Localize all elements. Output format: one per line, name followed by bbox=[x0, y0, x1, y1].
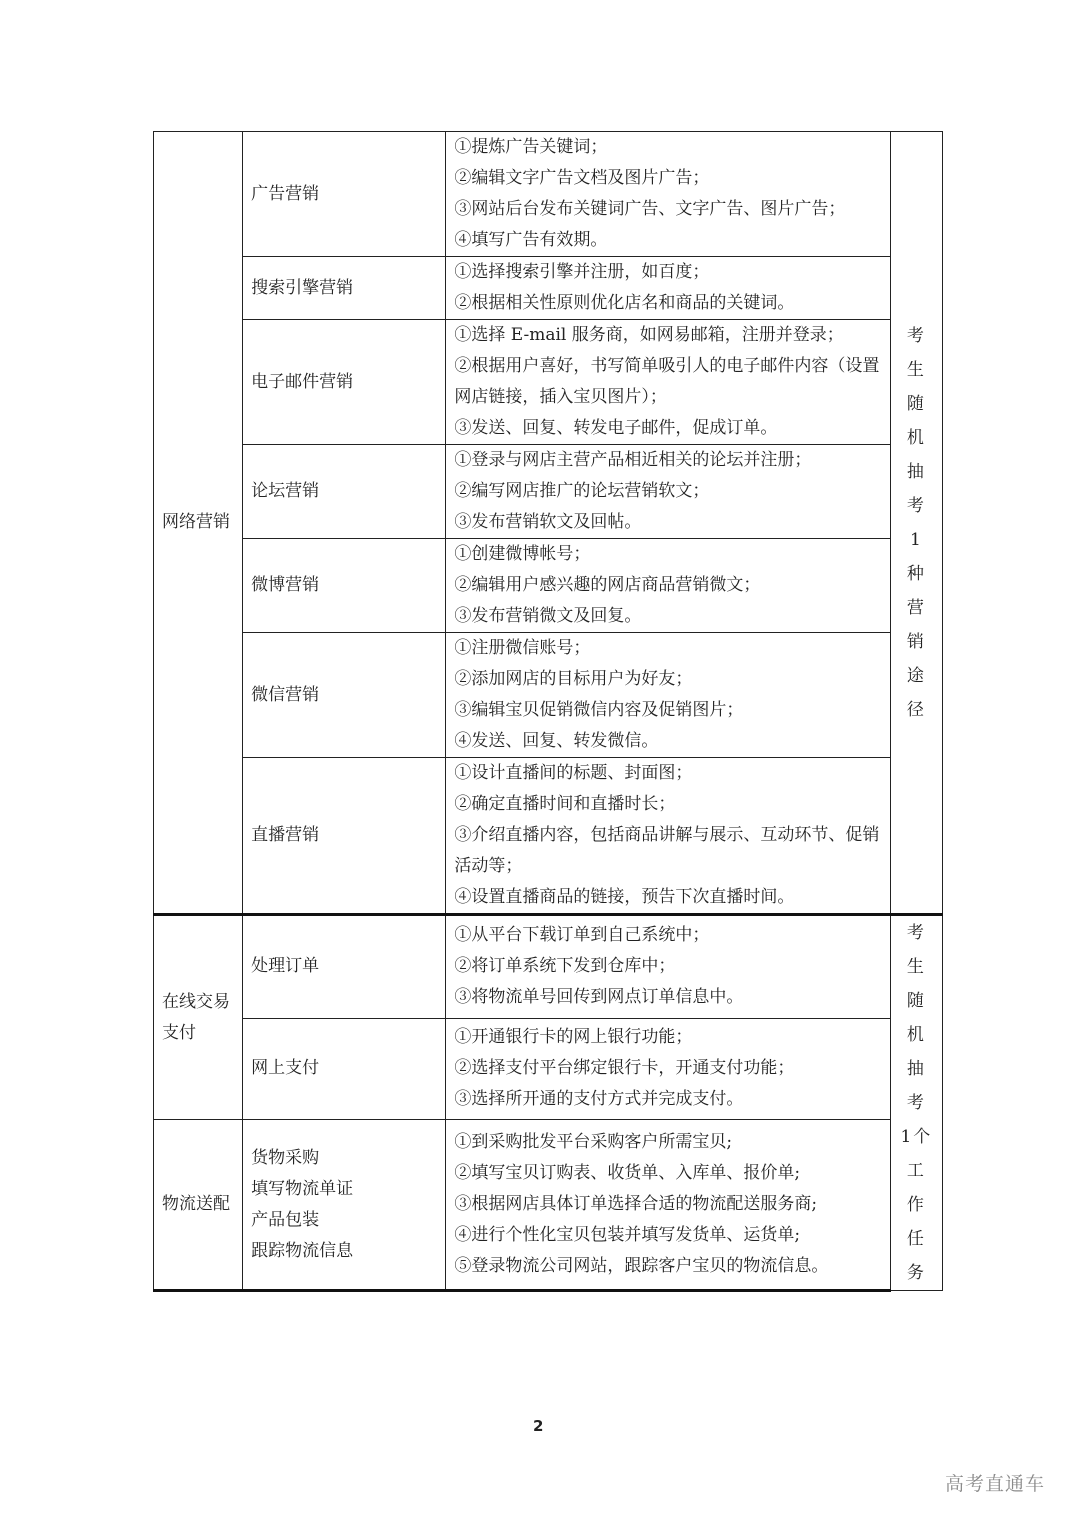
step-text: ②添加网店的目标用户为好友； bbox=[454, 669, 693, 689]
step-text: ②选择支付平台绑定银行卡，开通支付功能； bbox=[454, 1058, 795, 1079]
method-label: 填写物流单证 bbox=[251, 1178, 354, 1199]
step-text: ⑤登录物流公司网站，跟踪客户宝贝的物流信息。 bbox=[454, 1256, 829, 1277]
note-text: 抽考 bbox=[906, 461, 926, 516]
method-label: 货物采购 bbox=[251, 1147, 320, 1168]
step-text: ①注册微信账号； bbox=[454, 638, 591, 658]
method-label: 直播营销 bbox=[251, 825, 320, 845]
steps-cell bbox=[446, 257, 890, 320]
assessment-note-cell bbox=[890, 915, 942, 1291]
table-row bbox=[154, 257, 943, 320]
method-cell bbox=[243, 539, 446, 633]
step-text: ②填写宝贝订购表、收货单、入库单、报价单; bbox=[454, 1163, 801, 1184]
method-label: 广告营销 bbox=[251, 183, 320, 204]
note-text: 1 种 bbox=[906, 529, 926, 584]
step-text: ③选择所开通的支付方式并完成支付。 bbox=[454, 1089, 744, 1110]
note-text: 1个 bbox=[900, 1127, 933, 1147]
steps-cell bbox=[446, 1018, 890, 1120]
steps-cell bbox=[446, 758, 890, 915]
method-label: 处理订单 bbox=[251, 956, 320, 977]
steps-cell bbox=[446, 1120, 890, 1291]
table-row bbox=[154, 1018, 943, 1120]
method-cell bbox=[243, 1120, 446, 1291]
note-text: 考 生 bbox=[906, 325, 926, 380]
step-text: ①开通银行卡的网上银行功能； bbox=[454, 1027, 693, 1048]
step-text: ①选择搜索引擎并注册，如百度； bbox=[454, 262, 710, 282]
method-cell bbox=[243, 320, 446, 445]
steps-cell bbox=[446, 633, 890, 758]
table-row bbox=[154, 320, 943, 445]
note-text: 随机 bbox=[906, 991, 926, 1045]
assessment-note-cell bbox=[890, 132, 942, 915]
step-text: ③发布营销微文及回复。 bbox=[454, 606, 642, 626]
step-text: ①从平台下载订单到自己系统中； bbox=[454, 925, 710, 946]
method-label: 搜索引擎营销 bbox=[251, 277, 354, 298]
step-text: ①创建微博帐号； bbox=[454, 544, 591, 564]
step-text: ②根据用户喜好，书写简单吸引人的电子邮件内容（设置网店链接，插入宝贝图片）； bbox=[454, 356, 880, 407]
category-cell bbox=[154, 1120, 243, 1291]
category-cell bbox=[154, 132, 243, 915]
method-cell bbox=[243, 257, 446, 320]
method-label: 论坛营销 bbox=[251, 481, 320, 501]
method-cell bbox=[243, 1018, 446, 1120]
page-number: 2 bbox=[533, 1417, 544, 1435]
step-text: ②将订单系统下发到仓库中； bbox=[454, 956, 676, 977]
steps-cell bbox=[446, 539, 890, 633]
method-cell bbox=[243, 915, 446, 1019]
note-text: 抽考 bbox=[906, 1059, 926, 1113]
step-text: ①到采购批发平台采购客户所需宝贝; bbox=[454, 1132, 733, 1153]
note-text: 途径 bbox=[906, 665, 926, 720]
step-text: ②编写网店推广的论坛营销软文； bbox=[454, 481, 710, 501]
table-row bbox=[154, 1120, 943, 1291]
step-text: ②编辑文字广告文档及图片广告； bbox=[454, 168, 710, 188]
step-text: ①选择 E-mail 服务商，如网易邮箱，注册并登录； bbox=[454, 325, 844, 345]
step-text: ④进行个性化宝贝包装并填写发货单、运货单; bbox=[454, 1225, 801, 1246]
table-row bbox=[154, 915, 943, 1019]
method-label: 微博营销 bbox=[251, 575, 320, 595]
steps-cell bbox=[446, 445, 890, 539]
exam-content-table bbox=[153, 131, 943, 1292]
method-label: 电子邮件营销 bbox=[251, 371, 354, 392]
method-cell bbox=[243, 633, 446, 758]
table-row bbox=[154, 758, 943, 915]
step-text: ③发布营销软文及回帖。 bbox=[454, 512, 642, 532]
step-text: ③将物流单号回传到网点订单信息中。 bbox=[454, 987, 744, 1008]
note-text: 随 机 bbox=[906, 393, 926, 448]
method-cell bbox=[243, 445, 446, 539]
step-text: ③介绍直播内容，包括商品讲解与展示、互动环节、促销活动等； bbox=[454, 825, 880, 876]
category-label: 在线交易支付 bbox=[162, 991, 230, 1043]
step-text: ④设置直播商品的链接，预告下次直播时间。 bbox=[454, 887, 795, 907]
table-row bbox=[154, 633, 943, 758]
method-cell bbox=[243, 132, 446, 257]
method-cell bbox=[243, 758, 446, 915]
method-label: 跟踪物流信息 bbox=[251, 1240, 354, 1261]
note-text: 任务 bbox=[906, 1229, 926, 1283]
step-text: ②根据相关性原则优化店名和商品的关键词。 bbox=[454, 293, 795, 313]
category-cell bbox=[154, 915, 243, 1120]
step-text: ③发送、回复、转发电子邮件，促成订单。 bbox=[454, 418, 778, 438]
watermark: 高考直通车 bbox=[945, 1473, 1046, 1495]
step-text: ②编辑用户感兴趣的网店商品营销微文； bbox=[454, 575, 761, 595]
method-label: 产品包装 bbox=[251, 1209, 320, 1230]
step-text: ①登录与网店主营产品相近相关的论坛并注册； bbox=[454, 450, 812, 470]
method-label: 网上支付 bbox=[251, 1058, 320, 1079]
note-text: 考生 bbox=[906, 923, 926, 977]
step-text: ①设计直播间的标题、封面图； bbox=[454, 763, 693, 783]
table-row bbox=[154, 539, 943, 633]
step-text: ③网站后台发布关键词广告、文字广告、图片广告； bbox=[454, 199, 846, 219]
category-label: 网络营销 bbox=[162, 512, 230, 532]
steps-cell bbox=[446, 915, 890, 1019]
step-text: ③编辑宝贝促销微信内容及促销图片； bbox=[454, 700, 744, 720]
category-label: 物流送配 bbox=[162, 1194, 230, 1215]
step-text: ④发送、回复、转发微信。 bbox=[454, 731, 659, 751]
steps-cell bbox=[446, 320, 890, 445]
note-text: 营 销 bbox=[906, 597, 926, 652]
step-text: ②确定直播时间和直播时长； bbox=[454, 794, 676, 814]
method-label: 微信营销 bbox=[251, 684, 320, 705]
step-text: ③根据网店具体订单选择合适的物流配送服务商; bbox=[454, 1194, 818, 1215]
steps-cell bbox=[446, 132, 890, 257]
table-row bbox=[154, 132, 943, 257]
step-text: ④填写广告有效期。 bbox=[454, 230, 608, 250]
table-row bbox=[154, 445, 943, 539]
note-text: 工作 bbox=[906, 1161, 926, 1215]
step-text: ①提炼广告关键词； bbox=[454, 137, 608, 157]
